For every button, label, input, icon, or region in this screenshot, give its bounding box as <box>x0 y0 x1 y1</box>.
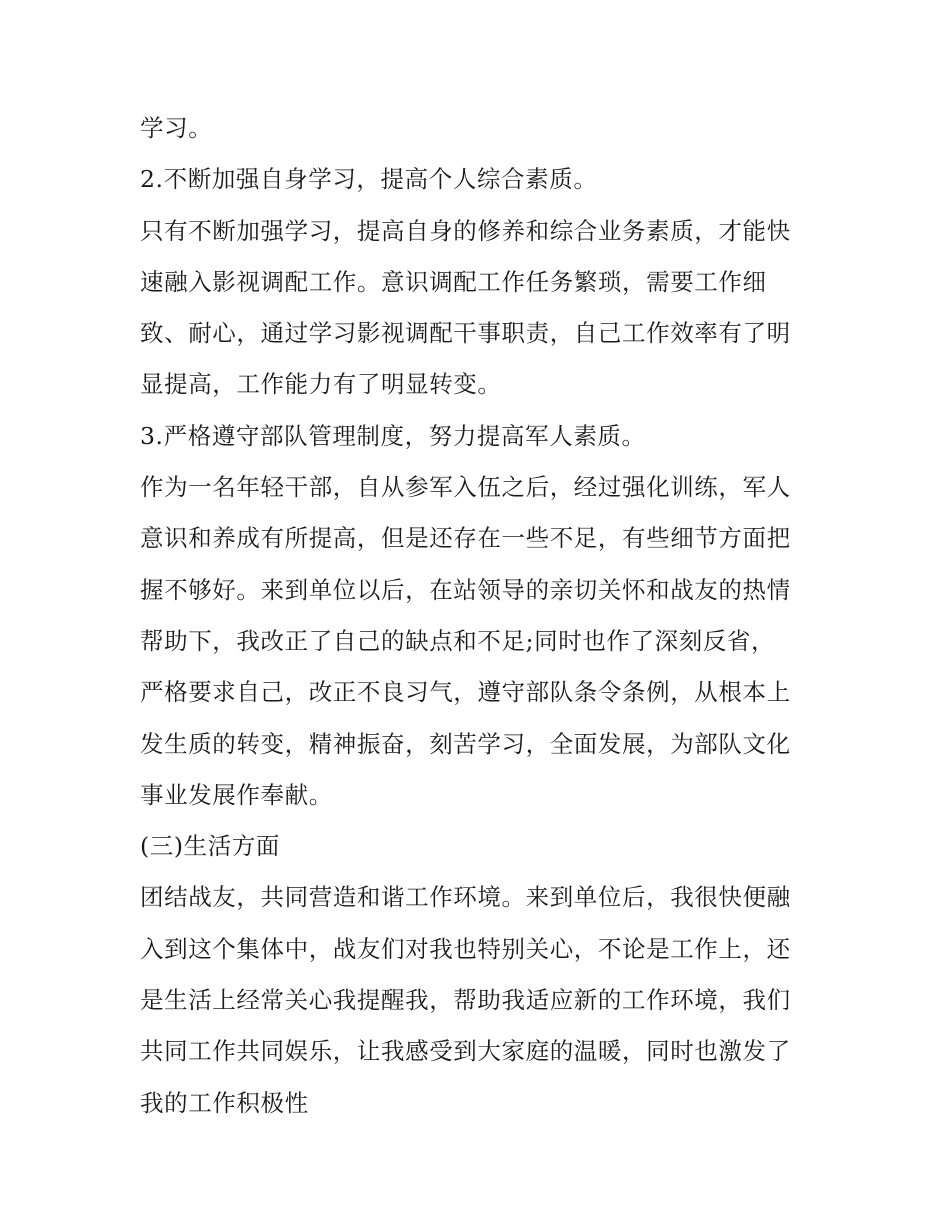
document-body <box>140 103 820 1129</box>
text-line: 速融入影视调配工作。意识调配工作任务繁琐，需要工作细 <box>140 267 767 296</box>
text-line: 发生质的转变，精神振奋，刻苦学习，全面发展，为部队文化 <box>140 729 791 758</box>
section-heading: (三)生活方面 <box>140 832 281 861</box>
text-line: 握不够好。来到单位以后，在站领导的亲切关怀和战友的热情 <box>140 575 791 604</box>
text-line: 是生活上经常关心我提醒我，帮助我适应新的工作环境，我们 <box>140 986 791 1015</box>
text-line: 显提高，工作能力有了明显转变。 <box>140 370 502 399</box>
text-line: 我的工作积极性 <box>140 1088 309 1117</box>
section-heading: 2.不断加强自身学习，提高个人综合素质。 <box>140 165 598 194</box>
text-line: 意识和养成有所提高，但是还存在一些不足，有些细节方面把 <box>140 524 791 553</box>
text-line: 入到这个集体中，战友们对我也特别关心，不论是工作上，还 <box>140 934 791 963</box>
text-line: 严格要求自己，改正不良习气，遵守部队条令条例，从根本上 <box>140 678 791 707</box>
text-line: 学习。 <box>140 114 213 142</box>
text-line: 共同工作共同娱乐，让我感受到大家庭的温暖，同时也激发了 <box>140 1037 791 1066</box>
text-line: 只有不断加强学习，提高自身的修养和综合业务素质，才能快 <box>140 216 791 245</box>
text-line: 作为一名年轻干部，自从参军入伍之后，经过强化训练，军人 <box>140 473 791 502</box>
text-line: 帮助下，我改正了自己的缺点和不足;同时也作了深刻反省， <box>140 626 776 655</box>
text-line: 事业发展作奉献。 <box>140 780 333 809</box>
text-line: 致、耐心，通过学习影视调配干事职责，自己工作效率有了明 <box>140 319 791 348</box>
text-line: 团结战友，共同营造和谐工作环境。来到单位后，我很快便融 <box>140 883 791 912</box>
section-heading: 3.严格遵守部队管理制度，努力提高军人素质。 <box>140 421 646 450</box>
